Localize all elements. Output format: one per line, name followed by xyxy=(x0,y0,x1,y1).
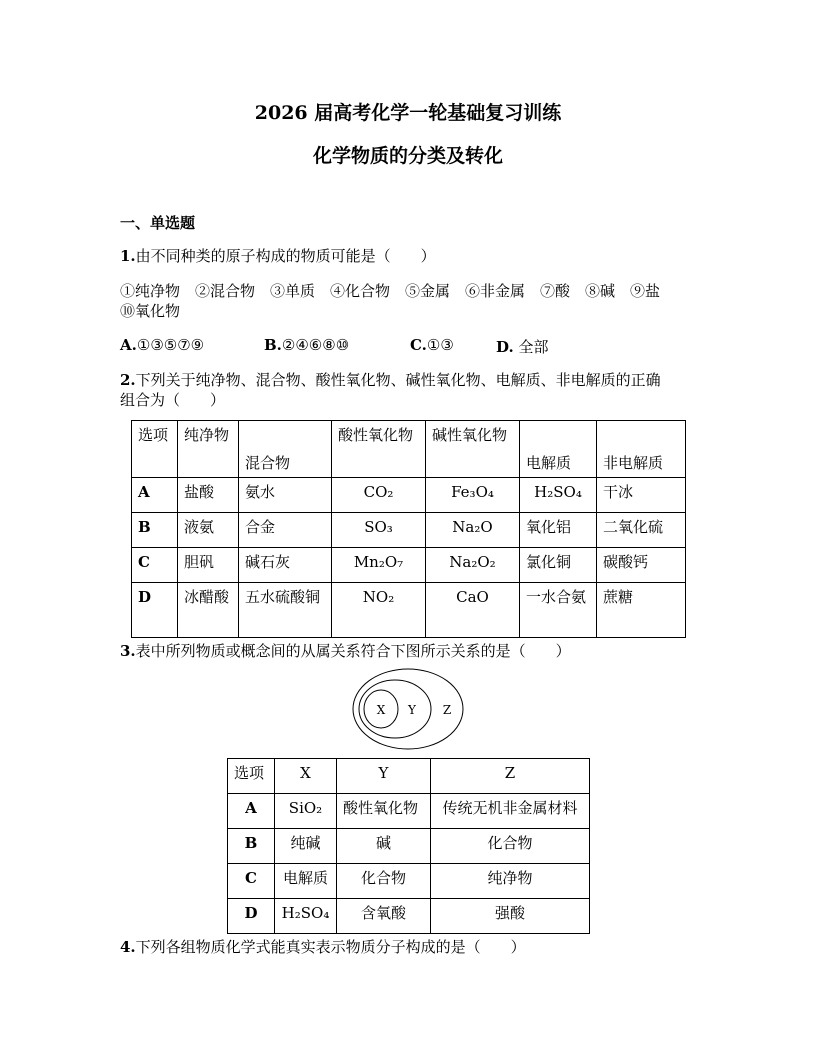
table-cell: B xyxy=(228,829,275,864)
table-row xyxy=(228,794,590,829)
table-row xyxy=(132,548,686,583)
middle-ellipse-y xyxy=(359,680,431,738)
table-cell: 化合物 xyxy=(431,829,590,864)
header-cell: X xyxy=(275,759,337,794)
question-1-option-a[interactable]: A.①③⑤⑦⑨ xyxy=(120,336,205,354)
table-cell: 化合物 xyxy=(337,864,431,899)
table-row xyxy=(132,583,686,638)
table-cell: 氨水 xyxy=(239,478,332,513)
table-cell: C xyxy=(132,548,178,583)
diagram-label-y: Y xyxy=(408,703,416,717)
table-cell: Na₂O xyxy=(426,513,520,548)
table-cell: Mn₂O₇ xyxy=(332,548,426,583)
table-cell: 冰醋酸 xyxy=(178,583,239,638)
question-1-text: 由不同种类的原子构成的物质可能是（ ） xyxy=(135,247,436,265)
table-cell: SO₃ xyxy=(332,513,426,548)
table-cell: B xyxy=(132,513,178,548)
question-2-table xyxy=(131,420,686,638)
table-cell: 蔗糖 xyxy=(597,583,686,638)
table-cell: D xyxy=(228,899,275,934)
diagram-label-z: Z xyxy=(442,703,452,717)
table-cell: 纯碱 xyxy=(275,829,337,864)
header-cell: 选项 xyxy=(132,421,178,478)
table-cell: 液氨 xyxy=(178,513,239,548)
question-1-stem xyxy=(120,245,436,266)
table-cell: 碳酸钙 xyxy=(597,548,686,583)
table-cell: D xyxy=(132,583,178,638)
table-cell: 含氧酸 xyxy=(337,899,431,934)
question-4-number: 4. xyxy=(120,938,136,956)
table-header-row xyxy=(132,421,686,478)
table-cell: CaO xyxy=(426,583,520,638)
nested-sets-diagram xyxy=(352,668,464,750)
table-cell: 合金 xyxy=(239,513,332,548)
table-cell: H₂SO₄ xyxy=(275,899,337,934)
table-cell: 传统无机非金属材料 xyxy=(431,794,590,829)
question-2-stem-line1: 2.下列关于纯净物、混合物、酸性氧化物、碱性氧化物、电解质、非电解质的正确 xyxy=(120,371,661,389)
table-cell: 盐酸 xyxy=(178,478,239,513)
table-cell: 强酸 xyxy=(431,899,590,934)
table-cell: 二氧化硫 xyxy=(597,513,686,548)
table-cell: SiO₂ xyxy=(275,794,337,829)
table-row xyxy=(132,478,686,513)
table-cell: CO₂ xyxy=(332,478,426,513)
question-3-stem: 3.表中所列物质或概念间的从属关系符合下图所示关系的是（ ） xyxy=(120,642,571,660)
table-row xyxy=(228,829,590,864)
question-1-items-line1: ①纯净物 ②混合物 ③单质 ④化合物 ⑤金属 ⑥非金属 ⑦酸 ⑧碱 ⑨盐 xyxy=(120,282,661,300)
table-cell: 碱 xyxy=(337,829,431,864)
table-cell: 五水硫酸铜 xyxy=(239,583,332,638)
table-cell: 一水合氨 xyxy=(520,583,597,638)
table-cell: NO₂ xyxy=(332,583,426,638)
table-cell: 酸性氧化物 xyxy=(337,794,431,829)
header-cell: 非电解质 xyxy=(597,421,686,478)
table-row xyxy=(132,513,686,548)
section-heading: 一、单选题 xyxy=(120,214,196,232)
header-cell: 碱性氧化物 xyxy=(426,421,520,478)
question-1-option-d[interactable]: D. 全部 xyxy=(496,338,549,356)
header-cell: Y xyxy=(337,759,431,794)
diagram-label-x: X xyxy=(376,703,386,717)
table-cell: Fe₃O₄ xyxy=(426,478,520,513)
header-cell: 混合物 xyxy=(239,421,332,478)
question-1-option-b[interactable]: B.②④⑥⑧⑩ xyxy=(264,336,350,354)
table-cell: 胆矾 xyxy=(178,548,239,583)
header-cell: Z xyxy=(431,759,590,794)
question-3-number: 3. xyxy=(120,642,136,660)
table-cell: A xyxy=(228,794,275,829)
table-header-row xyxy=(228,759,590,794)
table-cell: 氯化铜 xyxy=(520,548,597,583)
question-3-table xyxy=(227,758,590,934)
table-cell: Na₂O₂ xyxy=(426,548,520,583)
table-cell: 电解质 xyxy=(275,864,337,899)
header-cell: 电解质 xyxy=(520,421,597,478)
table-cell: C xyxy=(228,864,275,899)
question-2-number: 2. xyxy=(120,371,136,389)
table-cell: 碱石灰 xyxy=(239,548,332,583)
header-cell: 纯净物 xyxy=(178,421,239,478)
question-1-items-line2: ⑩氧化物 xyxy=(120,302,181,320)
table-row xyxy=(228,899,590,934)
table-cell: 氧化铝 xyxy=(520,513,597,548)
question-1-option-c[interactable]: C.①③ xyxy=(410,336,454,354)
question-4-stem: 4.下列各组物质化学式能真实表示物质分子构成的是（ ） xyxy=(120,938,526,956)
header-cell: 酸性氧化物 xyxy=(332,421,426,478)
table-row xyxy=(228,864,590,899)
table-cell: 干冰 xyxy=(597,478,686,513)
question-1-number: 1. xyxy=(120,247,136,265)
table-cell: A xyxy=(132,478,178,513)
document-title: 2026 届高考化学一轮基础复习训练 xyxy=(254,102,562,124)
header-cell: 选项 xyxy=(228,759,275,794)
document-subtitle: 化学物质的分类及转化 xyxy=(312,145,503,167)
question-2-stem-line2: 组合为（ ） xyxy=(120,391,226,409)
table-cell: 纯净物 xyxy=(431,864,590,899)
table-cell: H₂SO₄ xyxy=(520,478,597,513)
